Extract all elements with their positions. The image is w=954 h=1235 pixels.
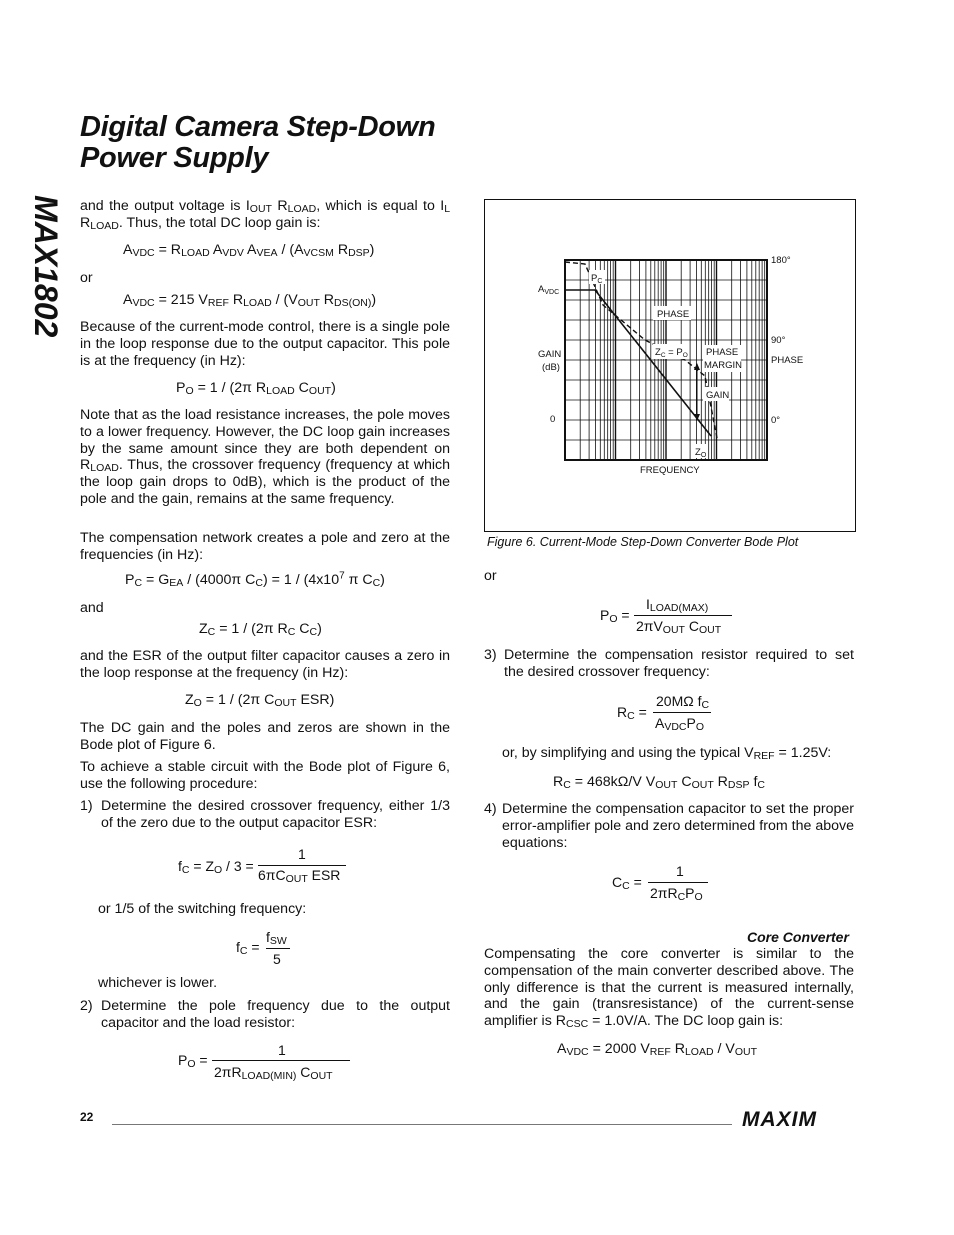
or-text-2: or — [484, 568, 497, 584]
fraction-fc-fsw-denominator: 5 — [273, 951, 281, 967]
figure-caption: Figure 6. Current-Mode Step-Down Converter Bode Plot — [487, 535, 799, 549]
or-text-1: or — [80, 270, 93, 286]
page-number: 22 — [80, 1110, 94, 1124]
fraction-po-iload: $P_O$ = — [600, 607, 630, 625]
label-phase-margin-1: PHASE — [706, 347, 739, 358]
step-2-number: 2) — [80, 998, 93, 1014]
or-switching-text: or 1/5 of the switching frequency: — [98, 901, 307, 917]
fraction-cc: $C_C$ = — [612, 874, 642, 892]
equation-rc-simplified: $R_C = 468k\Omega/V$ $V_{OUT}$ $C_{OUT}$ $R_{DSP}$ $f_C$ — [553, 774, 765, 791]
title-line-1: Digital Camera Step-Down — [80, 111, 436, 143]
y-left-avdc: $A_{VDC}$ — [538, 284, 560, 296]
fraction-bar — [634, 615, 732, 616]
maxim-logo — [742, 1108, 854, 1130]
fraction-bar — [258, 865, 346, 866]
fraction-cc-denominator: $2\pi R_CP_O$ — [650, 885, 703, 903]
y-left-zero: 0 — [550, 414, 556, 425]
fraction-cc-numerator: 1 — [676, 863, 684, 879]
side-part-number: MAX1802 — [28, 195, 64, 338]
step-2-text: Determine the pole frequency due to the output capacitor and the load resistor: — [101, 998, 450, 1031]
step-4-text: Determine the compensation capacitor to set the proper error-amplifier pole and zero determined from the above equations: — [502, 801, 854, 851]
fraction-fc-zo: $f_C = Z_O / 3$ = — [178, 858, 254, 876]
fraction-po-iload-denominator: $2\pi V_{OUT}$ $C_{OUT}$ — [636, 618, 722, 636]
y-right-zero: 0° — [771, 415, 781, 426]
title-line-2: Power Supply — [80, 142, 269, 174]
footer-rule — [112, 1124, 732, 1125]
y-right-90: 90° — [771, 335, 786, 346]
equation-zo: $Z_O = 1 / (2\pi$ $C_{OUT}$ ESR) — [185, 692, 335, 709]
fraction-fc-fsw: $f_C$ = — [236, 939, 260, 957]
step-1-number: 1) — [80, 798, 93, 814]
fraction-po-load-denominator: $2\pi R_{LOAD(MIN)}$ $C_{OUT}$ — [214, 1064, 333, 1082]
equation-avdc-1: $A_{VDC} = R_{LOAD}$ $A_{VDV}$ $A_{VEA} / (A_{VCSM}$ $R_{DSP}$) — [123, 242, 375, 259]
side-label — [20, 195, 70, 365]
y-left-gain: GAIN — [538, 349, 562, 360]
arrow-head — [694, 363, 700, 370]
step-3-text: Determine the compensation resistor required to set the desired crossover frequency: — [504, 647, 854, 680]
left-para-4: The compensation network creates a pole and zero at the frequencies (in Hz): — [80, 530, 450, 563]
equation-avdc-core: $A_{VDC} = 2000$ $V_{REF}$ $R_{LOAD} / V_{OUT}$ — [557, 1041, 758, 1058]
fraction-po-load: $P_O$ = — [178, 1052, 208, 1070]
page-title — [80, 112, 435, 174]
simplify-text: or, by simplifying and using the typical $V_{REF} = 1.25V$: — [502, 745, 832, 762]
left-para-5: and the ESR of the output filter capacitor causes a zero in the loop response at the frequency (in Hz): — [80, 648, 450, 681]
bode-plot-svg — [485, 200, 855, 531]
equation-pc: $P_C = G_{EA} / (4000\pi$ $C_C) = 1 / (4x10^7$ π $C_C$) — [125, 570, 385, 589]
equation-po: $P_O = 1 / (2\pi$ $R_{LOAD}$ $C_{OUT}$) — [176, 380, 336, 397]
label-gain-curve: GAIN — [706, 390, 730, 401]
fraction-rc-denominator: $A_{VDC}P_O$ — [655, 715, 705, 733]
fraction-rc-numerator: 20MΩ $f_C$ — [656, 693, 710, 711]
fraction-fc-fsw-numerator: $f_{SW}$ — [266, 929, 287, 947]
maxim-logo-text: MAXIM — [742, 1108, 817, 1130]
label-pc: $P_C$ — [591, 273, 603, 285]
y-left-db: (dB) — [542, 362, 560, 373]
fraction-fc-zo-numerator: 1 — [298, 846, 306, 862]
fraction-bar — [648, 882, 708, 883]
fraction-bar — [212, 1060, 350, 1061]
core-converter-paragraph: Compensating the core converter is similar to the compensation of the main converter described above. The only difference is that the current is measured internally, and the gain (transresistance) of the current-sense amplifier is $R_{CSC} = 1.0V/A$. The DC loop gain is: — [484, 946, 854, 1031]
fraction-rc: $R_C$ = — [617, 704, 647, 722]
fraction-po-load-numerator: 1 — [278, 1042, 286, 1058]
and-text: and — [80, 600, 104, 616]
phase-curve — [565, 262, 717, 438]
equation-zc: $Z_C = 1 / (2\pi$ $R_C$ $C_C$) — [199, 621, 322, 638]
fraction-bar — [653, 712, 711, 713]
y-right-phase: PHASE — [771, 355, 804, 366]
figure-bode-plot — [484, 199, 856, 532]
label-phase-margin-2: MARGIN — [704, 360, 742, 371]
equation-avdc-2: $A_{VDC} = 215$ $V_{REF}$ $R_{LOAD} / (V_{OUT}$ $R_{DS(ON)}$) — [123, 292, 377, 309]
step-4-number: 4) — [484, 801, 497, 817]
fraction-po-iload-numerator: $I_{LOAD(MAX)}$ — [646, 596, 709, 614]
step-3-number: 3) — [484, 647, 497, 663]
left-para-3: Note that as the load resistance increases, the pole moves to a lower frequency. However, the DC loop gain increases by the same amount since they are both dependent on $R_{LOAD}$. Thus, the crossover frequency (frequency at which the loop gain drops to 0dB), which is the product of the pole and the gain, remains at the same frequency. — [80, 407, 450, 507]
left-para-2: Because of the current-mode control, there is a single pole in the loop response due to the output capacitor. This pole is at the frequency (in Hz): — [80, 319, 450, 369]
x-axis-frequency: FREQUENCY — [640, 465, 700, 476]
label-zc-po: $Z_C = P_O$ — [655, 347, 688, 359]
fraction-fc-zo-denominator: $6\pi C_{OUT}$ ESR — [258, 867, 341, 885]
section-heading-core-converter: Core Converter — [747, 929, 849, 945]
step-1-text: Determine the desired crossover frequency, either 1/3 of the zero due to the output capacitor ESR: — [101, 798, 450, 831]
whichever-text: whichever is lower. — [98, 975, 218, 991]
left-para-6: The DC gain and the poles and zeros are shown in the Bode plot of Figure 6. — [80, 720, 450, 753]
left-para-1: and the output voltage is $I_{OUT}$ $R_{LOAD}$, which is equal to $I_L$ $R_{LOAD}$. Thus, the total DC loop gain is: — [80, 198, 451, 232]
fraction-bar — [266, 948, 290, 949]
label-zo: $Z_O$ — [695, 447, 707, 459]
left-para-7: To achieve a stable circuit with the Bode plot of Figure 6, use the following procedure: — [80, 759, 450, 792]
y-right-180: 180° — [771, 255, 791, 266]
label-phase-curve: PHASE — [657, 309, 690, 320]
